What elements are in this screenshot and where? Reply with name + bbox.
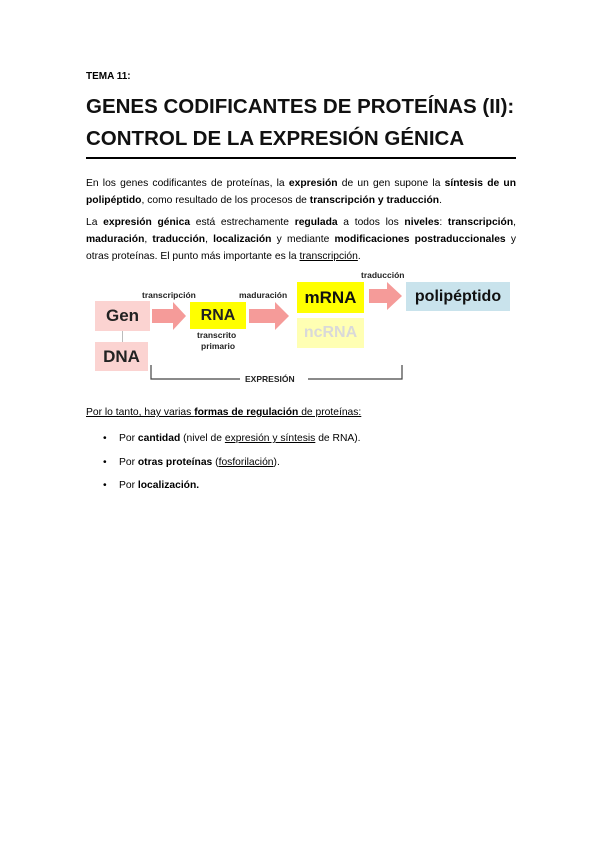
title-line-1: GENES CODIFICANTES DE PROTEÍNAS (II): bbox=[86, 95, 515, 118]
label-traduccion: traducción bbox=[361, 270, 405, 280]
label-transcripcion: transcripción bbox=[142, 290, 196, 300]
text: Por bbox=[119, 433, 138, 444]
underlined-text: de proteínas: bbox=[298, 407, 362, 418]
bold-text: síntesis de un polipéptido bbox=[86, 178, 516, 206]
bold-text: expresión génica bbox=[103, 217, 191, 228]
text: de RNA). bbox=[315, 433, 361, 444]
text: a todos los bbox=[337, 217, 405, 228]
bold-text: transcripción y traducción bbox=[309, 195, 440, 206]
bold-text: cantidad bbox=[137, 433, 181, 444]
text: de un gen supone la bbox=[337, 178, 445, 189]
bold-text: regulada bbox=[294, 217, 338, 228]
bold-underlined-text: formas de regulación bbox=[194, 407, 299, 418]
bold-text: maduración bbox=[86, 234, 145, 245]
label-maduracion: maduración bbox=[239, 290, 288, 300]
list-item bbox=[86, 454, 361, 478]
bold-text: traducción bbox=[152, 234, 206, 245]
text: . bbox=[439, 195, 442, 206]
bold-text: otras proteínas bbox=[137, 456, 213, 468]
bold-text: modificaciones postraduccionales bbox=[334, 234, 506, 245]
label-transcrito: transcrito bbox=[197, 330, 237, 340]
bullet: • bbox=[103, 480, 107, 491]
text: En los genes codificantes de proteínas, la bbox=[86, 178, 289, 189]
text: , bbox=[144, 234, 153, 245]
bold-text: expresión bbox=[288, 178, 338, 189]
underlined-text: expresión y síntesis bbox=[224, 433, 316, 444]
bullet: • bbox=[103, 456, 107, 468]
bold-text: localización bbox=[213, 234, 272, 245]
gen-box: Gen bbox=[95, 301, 150, 331]
text: está estrechamente bbox=[190, 217, 295, 228]
bold-text: niveles bbox=[404, 217, 440, 228]
mrna-box: mRNA bbox=[297, 282, 364, 313]
paragraph-forms bbox=[86, 404, 516, 421]
arrow-transcripcion bbox=[152, 302, 186, 330]
text: : bbox=[439, 217, 448, 228]
bullet: • bbox=[103, 433, 107, 444]
dna-box: DNA bbox=[95, 342, 148, 371]
arrow-traduccion bbox=[369, 282, 402, 310]
list-item bbox=[86, 477, 361, 501]
regulation-list bbox=[86, 430, 361, 501]
underlined-text: fosforilación bbox=[218, 456, 274, 468]
label-primario: primario bbox=[201, 341, 236, 351]
gen-dna-connector bbox=[122, 331, 123, 342]
bold-text: transcripción bbox=[447, 217, 514, 228]
topic-number: TEMA 11: bbox=[86, 71, 131, 82]
bold-text: localización. bbox=[137, 480, 200, 491]
text: . bbox=[357, 251, 361, 262]
list-item bbox=[86, 430, 361, 454]
text: Por bbox=[119, 480, 138, 491]
text: y mediante bbox=[271, 234, 335, 245]
arrow-maduracion bbox=[249, 302, 289, 330]
text: , bbox=[205, 234, 214, 245]
rna-box: RNA bbox=[190, 302, 246, 329]
text: Por bbox=[119, 456, 138, 468]
title-line-2: CONTROL DE LA EXPRESIÓN GÉNICA bbox=[86, 127, 465, 150]
text: La bbox=[86, 217, 104, 228]
underlined-text: transcripción bbox=[299, 251, 358, 262]
text: (nivel de bbox=[180, 433, 225, 444]
underlined-text: Por lo tanto, hay varias bbox=[86, 407, 195, 418]
label-expresion: EXPRESIÓN bbox=[245, 374, 295, 384]
ncrna-box: ncRNA bbox=[297, 318, 364, 348]
polipeptido-box: polipéptido bbox=[406, 282, 510, 311]
text: , bbox=[513, 217, 516, 228]
text: y otras proteínas. El punto más importante es la bbox=[86, 234, 516, 262]
text: ). bbox=[273, 456, 280, 468]
text: ( bbox=[212, 456, 219, 468]
text: , como resultado de los procesos de bbox=[141, 195, 310, 206]
